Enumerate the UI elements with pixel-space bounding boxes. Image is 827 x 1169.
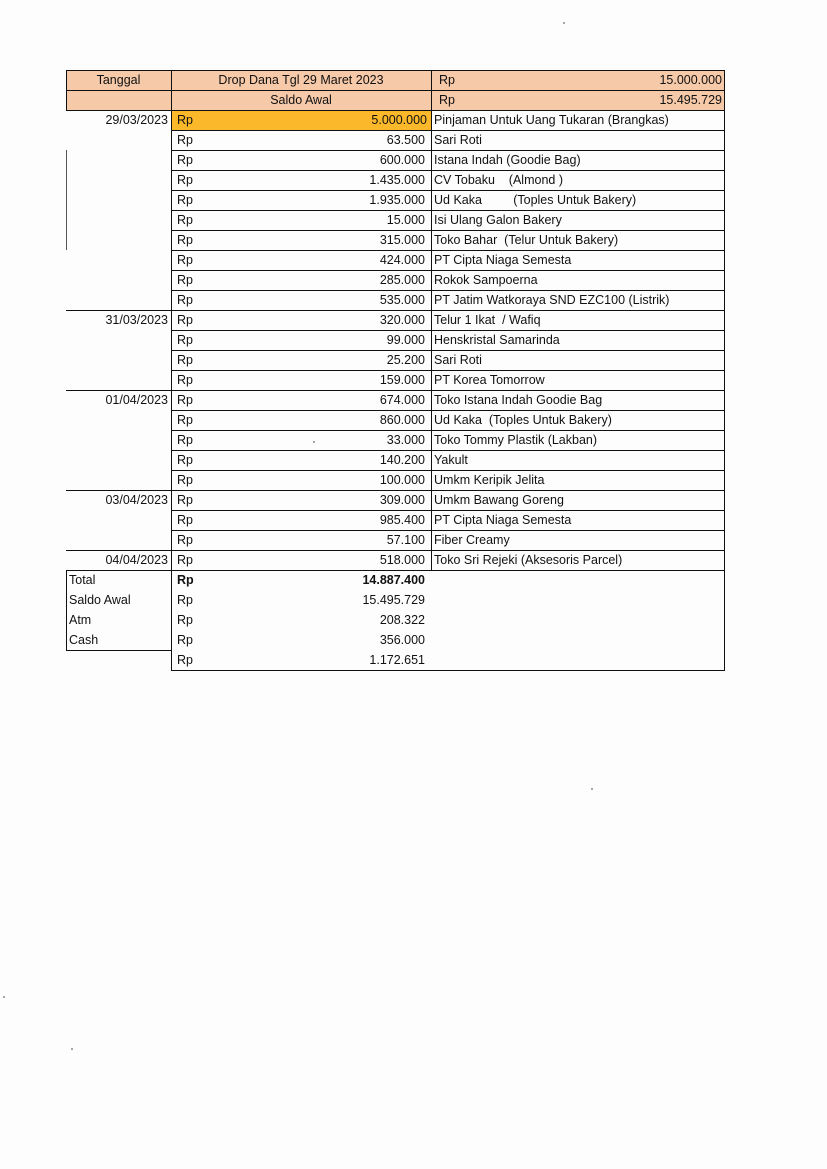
grid-line [431,70,432,570]
grid-line [66,310,725,311]
row-description: Pinjaman Untuk Uang Tukaran (Brangkas) [434,113,669,127]
row-date [66,450,171,470]
row-currency: Rp [171,110,195,130]
row-description: Umkm Bawang Goreng [434,493,564,507]
header-drop-label: Drop Dana Tgl 29 Maret 2023 [171,70,431,90]
row-currency: Rp [177,533,193,547]
row-currency: Rp [177,373,193,387]
row-amount: 985.400 [379,513,425,527]
row-date [66,130,171,150]
row-currency: Rp [177,433,193,447]
summary-currency: Rp [177,613,193,627]
row-amount: 320.000 [379,313,425,327]
grid-line [66,550,725,551]
row-currency: Rp [177,333,193,347]
summary-currency: Rp [177,573,194,587]
table-row [66,230,725,250]
row-date [66,410,171,430]
row-description: Yakult [434,453,468,467]
summary-amount: 1.172.651 [369,653,425,667]
row-currency: Rp [177,513,193,527]
table-row [66,410,725,430]
scan-speck [591,788,593,790]
row-amount: 63.500 [386,133,425,147]
row-currency: Rp [177,133,193,147]
grid-line [66,70,725,71]
scan-speck [3,996,5,998]
grid-line [171,370,725,371]
row-date: 29/03/2023 [105,113,168,127]
grid-line [171,330,725,331]
grid-line [171,470,725,471]
table-row [66,130,725,150]
row-date [66,330,171,350]
table-row [66,450,725,470]
row-description: Telur 1 Ikat / Wafiq [434,313,541,327]
grid-line [66,650,171,651]
row-description: Henskristal Samarinda [434,333,560,347]
grid-line [171,210,725,211]
row-date [66,170,171,190]
grid-line [171,170,725,171]
table-row [66,190,725,210]
row-amount: 5.000.000 [195,110,431,130]
row-description: Toko Istana Indah Goodie Bag [434,393,603,407]
row-amount: 57.100 [386,533,425,547]
row-currency: Rp [177,353,193,367]
row-currency: Rp [177,313,193,327]
row-date: 03/04/2023 [105,493,168,507]
header-saldo-amount: 15.495.729 [511,90,725,110]
grid-line [66,110,725,111]
header-drop-currency: Rp [431,70,511,90]
grid-line [171,670,725,671]
table-row [66,110,725,130]
summary-amount: 356.000 [379,633,425,647]
row-description: Toko Bahar (Telur Untuk Bakery) [434,233,619,247]
grid-line [171,530,725,531]
table-row [66,530,725,550]
grid-line [171,130,725,131]
grid-line [66,390,725,391]
row-description: Toko Tommy Plastik (Lakban) [434,433,598,447]
summary-amount: 14.887.400 [362,573,425,587]
header-row-saldo [66,90,725,110]
table-row [66,390,725,410]
summary-row-saldo-awal [66,590,725,610]
header-saldo-label: Saldo Awal [171,90,431,110]
row-description: PT Jatim Watkoraya SND EZC100 (Listrik) [434,293,670,307]
row-amount: 860.000 [379,413,425,427]
row-amount: 535.000 [379,293,425,307]
row-date [66,470,171,490]
summary-row-cash [66,630,725,650]
row-amount: 140.200 [379,453,425,467]
row-date: 04/04/2023 [105,553,168,567]
grid-line [66,490,725,491]
table-row [66,170,725,190]
grid-line [171,350,725,351]
summary-label [66,650,171,670]
table-row [66,490,725,510]
summary-amount: 15.495.729 [362,593,425,607]
row-amount: 1.435.000 [369,173,425,187]
row-currency: Rp [177,393,193,407]
scan-speck [71,1048,73,1050]
row-currency: Rp [177,193,193,207]
row-currency: Rp [177,553,193,567]
row-description: CV Tobaku (Almond ) [434,173,563,187]
table-row [66,350,725,370]
row-amount: 674.000 [379,393,425,407]
table-row [66,370,725,390]
row-date [66,210,171,230]
row-date [66,510,171,530]
header-blank [66,90,171,110]
row-amount: 99.000 [386,333,425,347]
row-currency: Rp [177,253,193,267]
row-description: Umkm Keripik Jelita [434,473,545,487]
grid-line [171,230,725,231]
row-description: Isi Ulang Galon Bakery [434,213,562,227]
summary-row-total [66,570,725,590]
row-currency: Rp [177,493,193,507]
row-description: PT Korea Tomorrow [434,373,545,387]
scan-speck [313,441,315,443]
grid-line [171,250,725,251]
row-currency: Rp [177,293,193,307]
table-row [66,550,725,570]
grid-line [171,150,725,151]
row-date: 31/03/2023 [105,313,168,327]
row-description: Sari Roti [434,353,482,367]
row-description: Toko Sri Rejeki (Aksesoris Parcel) [434,553,623,567]
row-description: PT Cipta Niaga Semesta [434,253,572,267]
row-date [66,530,171,550]
row-amount: 100.000 [379,473,425,487]
grid-line [171,410,725,411]
grid-line [171,270,725,271]
summary-row-balance [66,650,725,670]
grid-line [171,190,725,191]
grid-line [171,290,725,291]
row-currency: Rp [177,173,193,187]
summary-currency: Rp [177,593,193,607]
row-description: Ud Kaka (Toples Untuk Bakery) [434,413,612,427]
row-amount: 33.000 [386,433,425,447]
header-row-drop [66,70,725,90]
row-amount: 1.935.000 [369,193,425,207]
row-date [66,190,171,210]
row-date [66,270,171,290]
table-row [66,470,725,490]
row-amount: 25.200 [386,353,425,367]
row-amount: 309.000 [379,493,425,507]
row-description: Fiber Creamy [434,533,510,547]
row-amount: 518.000 [379,553,425,567]
grid-line [171,510,725,511]
summary-label: Atm [69,613,92,627]
row-date [66,430,171,450]
row-amount: 424.000 [379,253,425,267]
row-description: Istana Indah (Goodie Bag) [434,153,581,167]
grid-line [171,430,725,431]
row-amount: 15.000 [386,213,425,227]
table-row [66,150,725,170]
summary-currency: Rp [177,653,193,667]
row-amount: 285.000 [379,273,425,287]
row-date [66,290,171,310]
table-row [66,290,725,310]
table-row [66,330,725,350]
table-row [66,430,725,450]
row-date [66,250,171,270]
grid-line [66,570,725,571]
row-date: 01/04/2023 [105,393,168,407]
grid-line [66,570,67,650]
grid-line [66,70,67,110]
table-row [66,310,725,330]
row-currency: Rp [177,273,193,287]
row-amount: 159.000 [379,373,425,387]
grid-line [66,150,67,250]
row-currency: Rp [177,213,193,227]
summary-row-atm [66,610,725,630]
row-date [66,150,171,170]
header-tanggal: Tanggal [66,70,171,90]
grid-line [66,90,725,91]
row-amount: 600.000 [379,153,425,167]
summary-currency: Rp [177,633,193,647]
row-currency: Rp [177,413,193,427]
summary-amount: 208.322 [379,613,425,627]
row-currency: Rp [177,473,193,487]
table-row [66,510,725,530]
table-row [66,210,725,230]
row-description: Sari Roti [434,133,482,147]
row-currency: Rp [177,153,193,167]
row-amount: 315.000 [379,233,425,247]
row-date [66,230,171,250]
row-description: Ud Kaka (Toples Untuk Bakery) [434,193,637,207]
scan-speck [563,22,565,24]
row-currency: Rp [177,233,193,247]
row-description: Rokok Sampoerna [434,273,538,287]
summary-label: Saldo Awal [69,593,131,607]
summary-label: Cash [69,633,99,647]
row-currency: Rp [177,453,193,467]
header-saldo-currency: Rp [431,90,511,110]
summary-label: Total [69,573,96,587]
table-row [66,270,725,290]
row-date [66,350,171,370]
row-date [66,370,171,390]
grid-line [171,450,725,451]
row-description: PT Cipta Niaga Semesta [434,513,572,527]
table-row [66,250,725,270]
header-drop-amount: 15.000.000 [511,70,725,90]
